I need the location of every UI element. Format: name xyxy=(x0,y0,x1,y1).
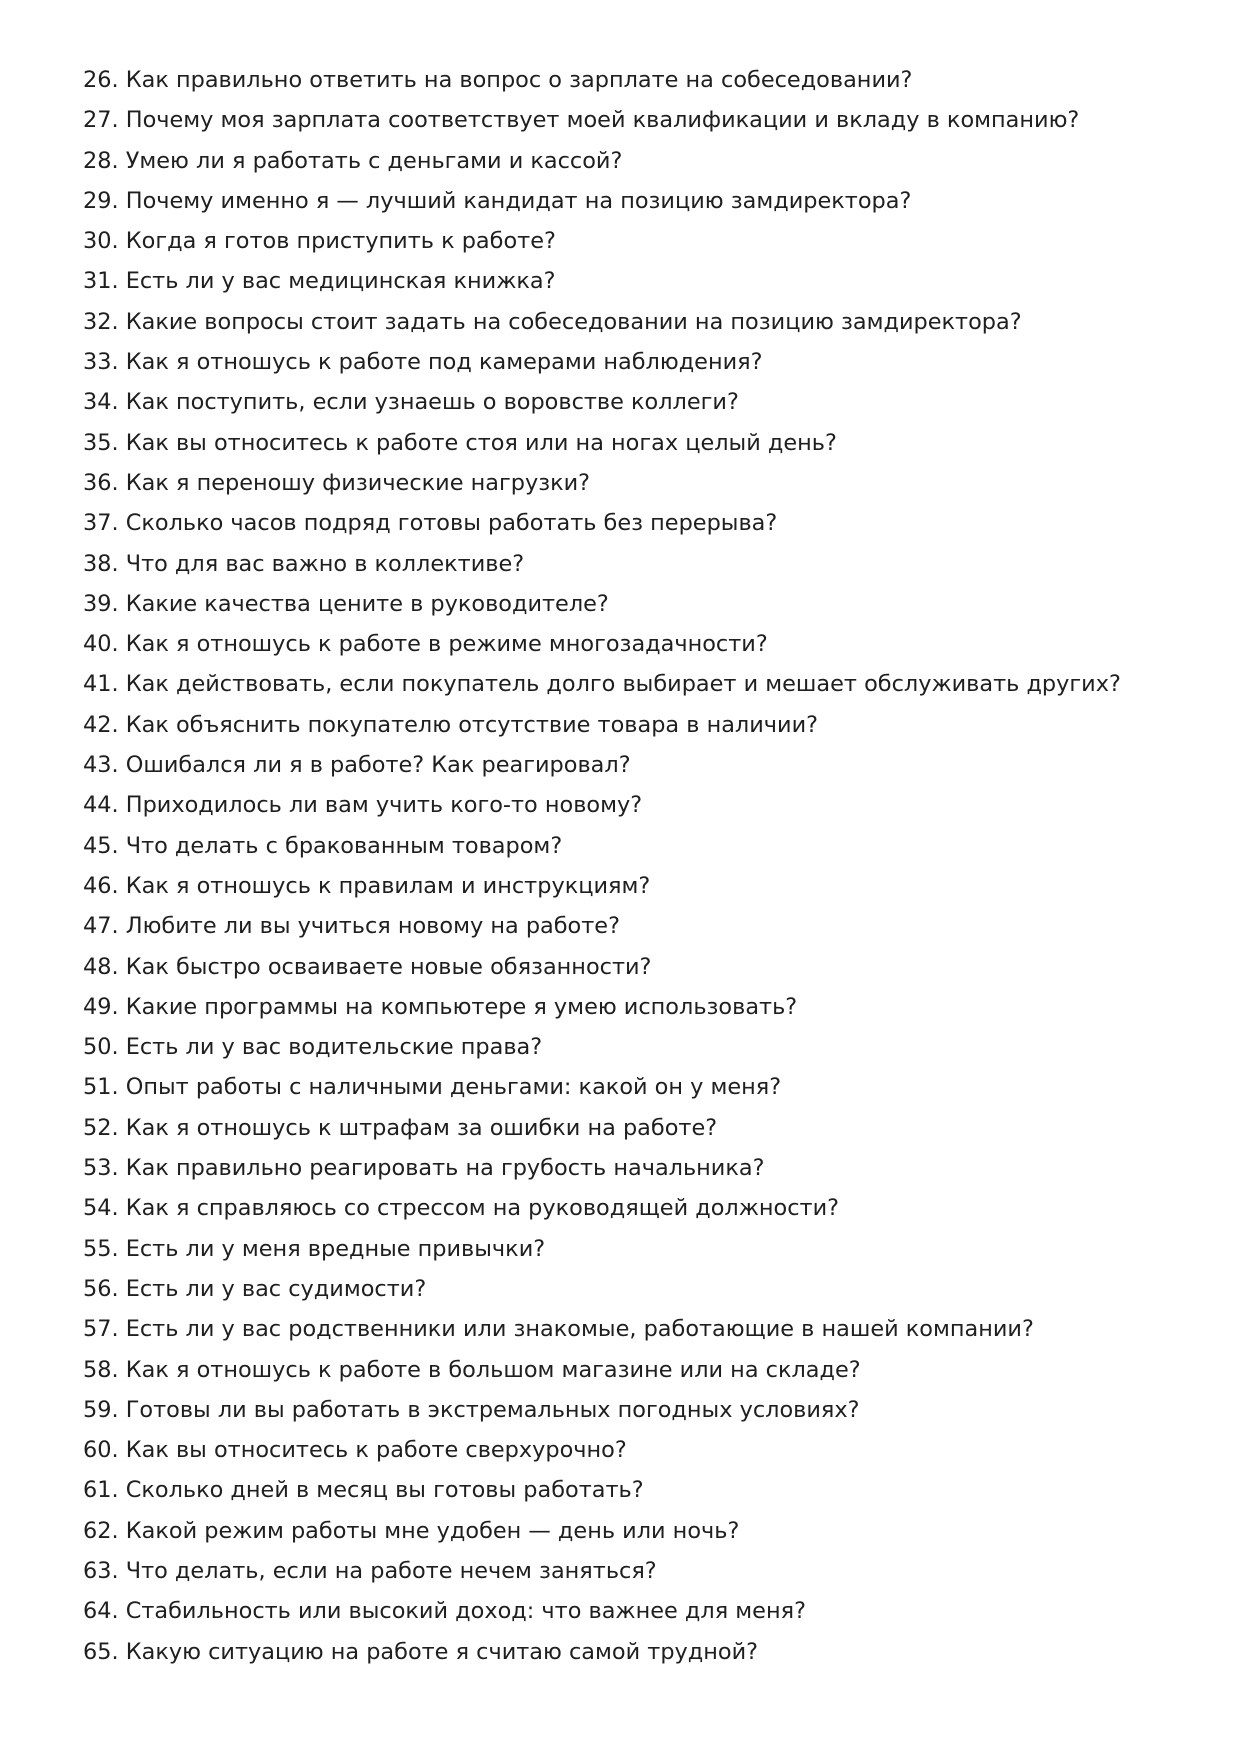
question-item: 54. Как я справляюсь со стрессом на руководящей должности? xyxy=(83,1195,840,1222)
question-item: 43. Ошибался ли я в работе? Как реагировал? xyxy=(83,752,631,779)
question-item: 47. Любите ли вы учиться новому на работе? xyxy=(83,913,620,940)
question-item: 40. Как я отношусь к работе в режиме многозадачности? xyxy=(83,631,768,658)
question-item: 39. Какие качества цените в руководителе? xyxy=(83,590,609,617)
question-item: 52. Как я отношусь к штрафам за ошибки на работе? xyxy=(83,1114,718,1141)
question-item: 55. Есть ли у меня вредные привычки? xyxy=(83,1235,546,1262)
question-item: 29. Почему именно я — лучший кандидат на позицию замдиректора? xyxy=(83,187,912,214)
question-item: 57. Есть ли у вас родственники или знакомые, работающие в нашей компании? xyxy=(83,1316,1034,1343)
question-item: 49. Какие программы на компьютере я умею использовать? xyxy=(83,993,798,1020)
question-list xyxy=(83,60,1193,1672)
question-item: 36. Как я переношу физические нагрузки? xyxy=(83,469,591,496)
question-item: 58. Как я отношусь к работе в большом магазине или на складе? xyxy=(83,1356,861,1383)
question-item: 63. Что делать, если на работе нечем заняться? xyxy=(83,1557,657,1584)
question-item: 27. Почему моя зарплата соответствует моей квалификации и вкладу в компанию? xyxy=(83,107,1080,134)
question-item: 30. Когда я готов приступить к работе? xyxy=(83,228,556,255)
question-item: 28. Умею ли я работать с деньгами и кассой? xyxy=(83,147,623,174)
question-item: 26. Как правильно ответить на вопрос о зарплате на собеседовании? xyxy=(83,67,913,93)
question-item: 34. Как поступить, если узнаешь о воровстве коллеги? xyxy=(83,389,739,416)
question-item: 32. Какие вопросы стоит задать на собеседовании на позицию замдиректора? xyxy=(83,308,1022,335)
question-item: 46. Как я отношусь к правилам и инструкциям? xyxy=(83,872,651,899)
question-item: 48. Как быстро осваиваете новые обязанности? xyxy=(83,953,652,980)
question-item: 33. Как я отношусь к работе под камерами наблюдения? xyxy=(83,349,763,376)
question-item: 44. Приходилось ли вам учить кого-то новому? xyxy=(83,792,643,819)
question-item: 41. Как действовать, если покупатель долго выбирает и мешает обслуживать других? xyxy=(83,671,1121,698)
question-item: 51. Опыт работы с наличными деньгами: какой он у меня? xyxy=(83,1074,782,1101)
question-item: 50. Есть ли у вас водительские права? xyxy=(83,1034,543,1061)
question-item: 62. Какой режим работы мне удобен — день или ночь? xyxy=(83,1517,740,1544)
question-item: 35. Как вы относитесь к работе стоя или на ногах целый день? xyxy=(83,429,837,456)
question-item: 65. Какую ситуацию на работе я считаю самой трудной? xyxy=(83,1638,759,1665)
question-item: 59. Готовы ли вы работать в экстремальных погодных условиях? xyxy=(83,1396,860,1423)
question-item: 38. Что для вас важно в коллективе? xyxy=(83,550,525,577)
question-item: 45. Что делать с бракованным товаром? xyxy=(83,832,563,859)
question-item: 53. Как правильно реагировать на грубость начальника? xyxy=(83,1155,765,1182)
question-item: 42. Как объяснить покупателю отсутствие товара в наличии? xyxy=(83,711,819,738)
question-item: 56. Есть ли у вас судимости? xyxy=(83,1275,427,1302)
question-item: 60. Как вы относитесь к работе сверхурочно? xyxy=(83,1437,627,1464)
question-item: 37. Сколько часов подряд готовы работать без перерыва? xyxy=(83,510,778,537)
question-item: 61. Сколько дней в месяц вы готовы работать? xyxy=(83,1477,644,1504)
question-item: 31. Есть ли у вас медицинская книжка? xyxy=(83,268,556,295)
question-item: 64. Стабильность или высокий доход: что важнее для меня? xyxy=(83,1598,806,1625)
